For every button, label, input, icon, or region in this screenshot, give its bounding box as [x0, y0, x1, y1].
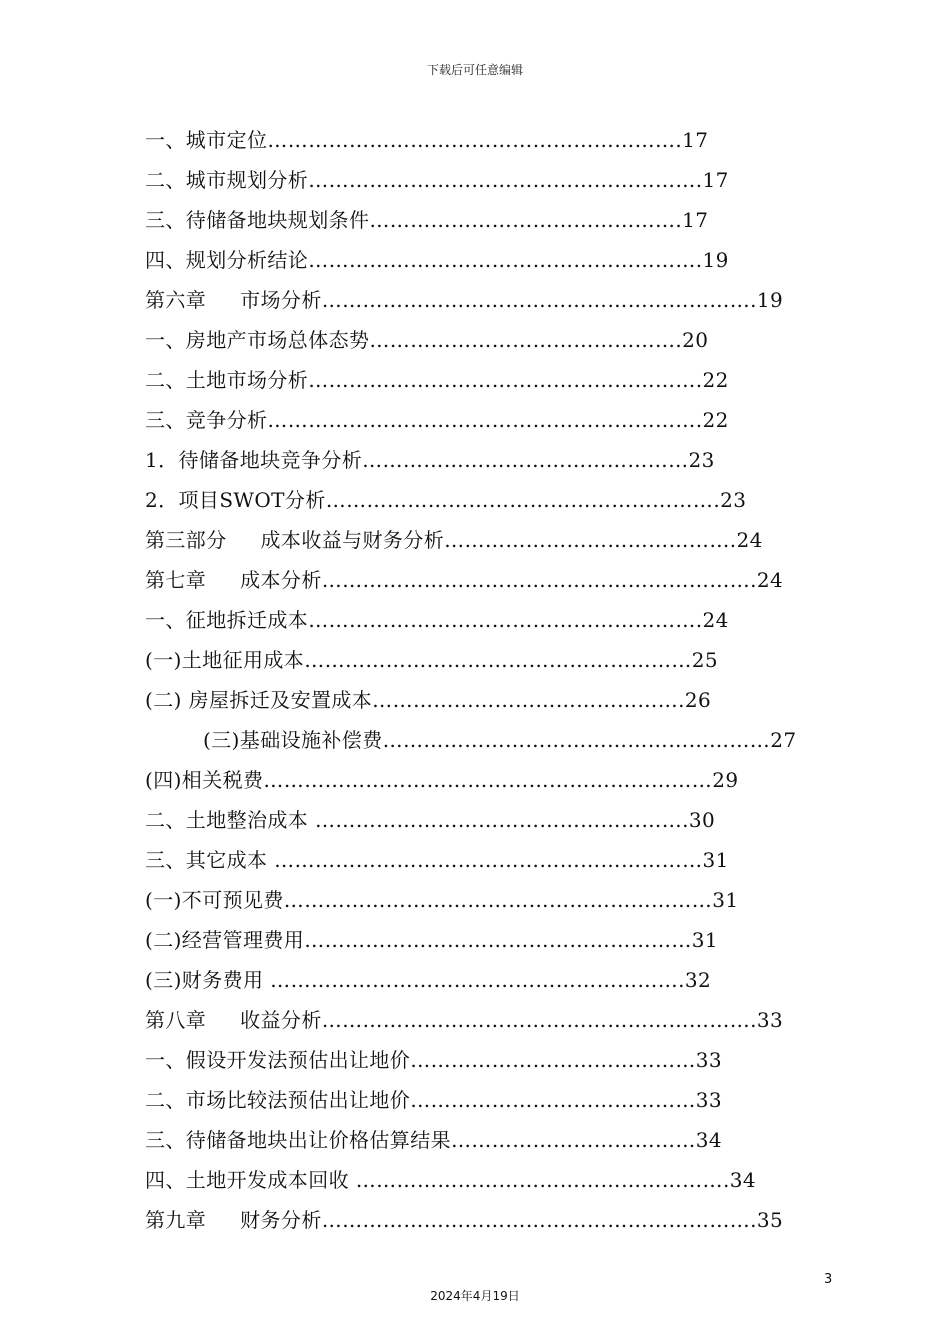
toc-entry[interactable]: 第六章 市场分析……………………………………………………….19 — [145, 288, 784, 312]
toc-entry[interactable]: 第九章 财务分析……………………………………………………….35 — [145, 1208, 784, 1232]
toc-entry[interactable]: (二) 房屋拆迁及安置成本……………………………………….26 — [145, 688, 712, 712]
toc-entry[interactable]: 二、城市规划分析………………………………………………….17 — [145, 168, 729, 192]
toc-entry[interactable]: (一)土地征用成本…………………………………………………25 — [145, 648, 719, 672]
toc-entry[interactable]: 三、待储备地块出让价格估算结果………………………………34 — [145, 1128, 723, 1152]
toc-entry[interactable]: (二)经营管理费用…………………………………………………31 — [145, 928, 719, 952]
toc-entry[interactable]: 二、土地整治成本 ……………………………………………….30 — [145, 808, 716, 832]
toc-entry[interactable]: 第七章 成本分析……………………………………………………….24 — [145, 568, 784, 592]
toc-entry[interactable]: 第八章 收益分析……………………………………………………….33 — [145, 1008, 784, 1032]
toc-entry[interactable]: (四)相关税费…………………………………………………………29 — [145, 768, 739, 792]
toc-entry[interactable]: 1．待储备地块竞争分析…………………………………………23 — [145, 448, 715, 472]
toc-entry[interactable]: (三)财务费用 …………………………………………………….32 — [145, 968, 712, 992]
toc-entry[interactable]: 三、待储备地块规划条件……………………………………….17 — [145, 208, 709, 232]
toc-entry[interactable]: 四、规划分析结论………………………………………………….19 — [145, 248, 729, 272]
page-header: 下载后可任意编辑 — [426, 63, 523, 77]
toc-entry[interactable]: 2．项目SWOT分析………………………………………………….23 — [145, 488, 747, 512]
toc-entry[interactable]: 二、土地市场分析………………………………………………….22 — [145, 368, 729, 392]
toc-entry[interactable]: 四、土地开发成本回收 ……………………………………………….34 — [145, 1168, 756, 1192]
toc-entry[interactable]: 第三部分 成本收益与财务分析…………………………………….24 — [145, 528, 763, 552]
toc-entry[interactable]: (三)基础设施补偿费…………………………………………………27 — [203, 728, 797, 752]
toc-entry[interactable]: 一、假设开发法预估出让地价……………………………………33 — [145, 1048, 723, 1072]
toc-entry[interactable]: (一)不可预见费………………………………………………………31 — [145, 888, 739, 912]
page-number: 3 — [824, 1272, 833, 1287]
toc-entry[interactable]: 一、城市定位…………………………………………………….17 — [145, 128, 709, 152]
page-footer-date: 2024年4月19日 — [430, 1289, 520, 1303]
toc-entry[interactable]: 一、房地产市场总体态势……………………………………….20 — [145, 328, 709, 352]
toc-entry[interactable]: 三、其它成本 ………………………………………………………31 — [145, 848, 729, 872]
toc-entry[interactable]: 三、竞争分析……………………………………………………….22 — [145, 408, 729, 432]
toc-entry[interactable]: 二、市场比较法预估出让地价……………………………………33 — [145, 1088, 723, 1112]
toc-entry[interactable]: 一、征地拆迁成本………………………………………………….24 — [145, 608, 729, 632]
